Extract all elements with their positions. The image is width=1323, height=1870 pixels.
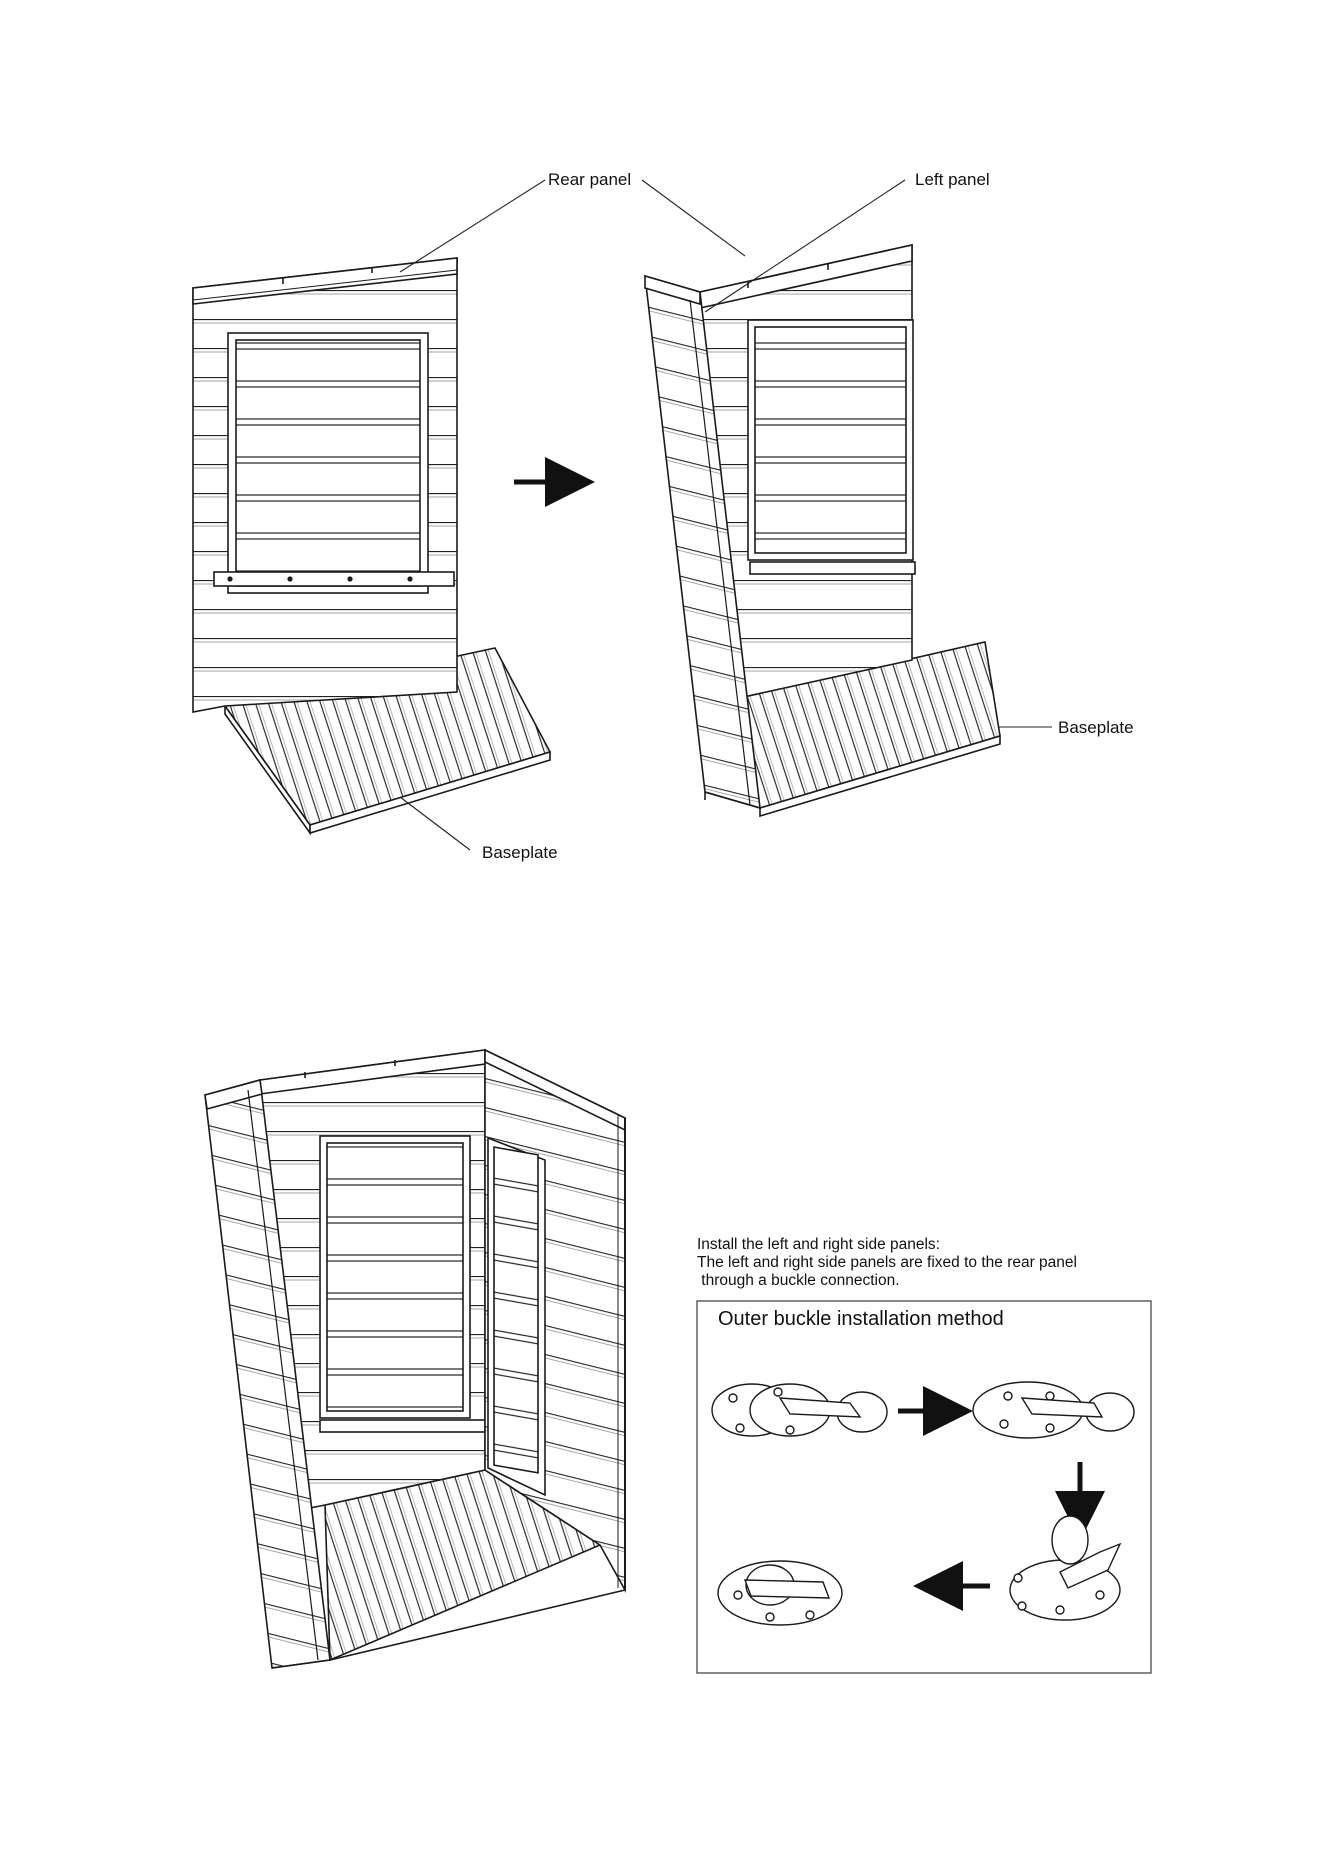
instruction-text: [697, 1236, 1077, 1290]
buckle-step-closed: [718, 1561, 842, 1625]
label-rear-panel: Rear panel: [548, 170, 632, 189]
buckle-step-aligned: [973, 1382, 1134, 1438]
figure-rear-panel-baseplate: [193, 258, 550, 833]
label-left-panel: Left panel: [915, 170, 990, 189]
instruction-line-2: The left and right side panels are fixed to the rear panel: [697, 1254, 1077, 1271]
figure-side-panels-installed: [205, 1050, 625, 1668]
box-title: Outer buckle installation method: [718, 1308, 1004, 1330]
buckle-step-lever-up: [1010, 1516, 1120, 1620]
label-baseplate-2: Baseplate: [1058, 718, 1134, 737]
figure-left-panel-installed: [645, 245, 1000, 816]
buckle-step-open: [712, 1384, 887, 1436]
instruction-line-1: Install the left and right side panels:: [697, 1236, 940, 1253]
instruction-line-3: through a buckle connection.: [697, 1272, 900, 1289]
label-baseplate-1: Baseplate: [482, 843, 558, 862]
